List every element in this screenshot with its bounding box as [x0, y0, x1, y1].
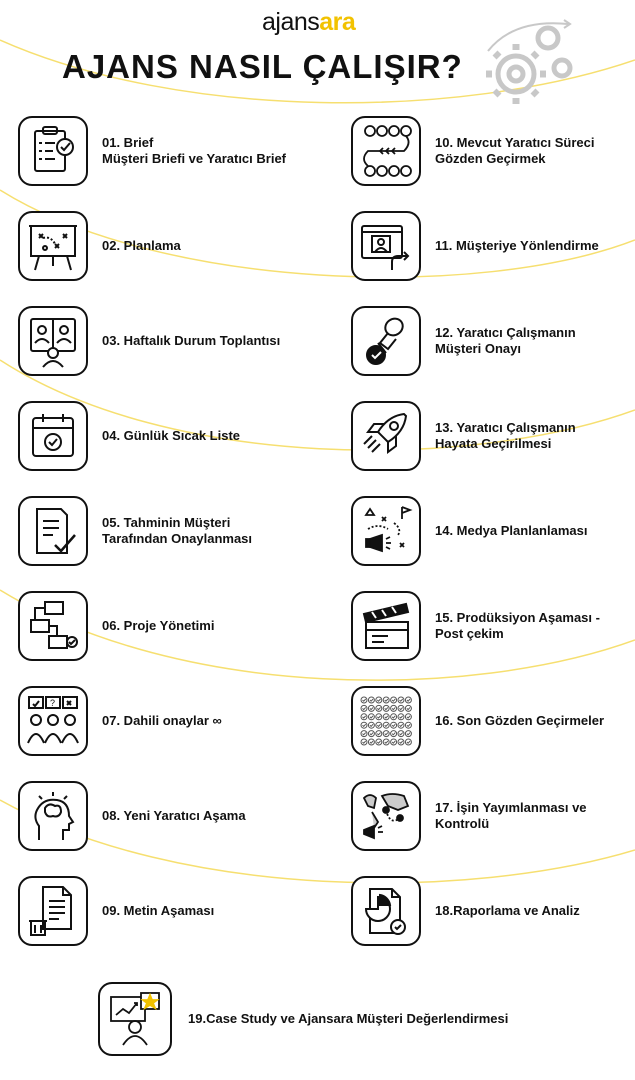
step-label: 16. Son Gözden Geçirmeler: [435, 713, 605, 728]
ajansara-logo: [262, 8, 355, 37]
step-label: 18.Raporlama ve Analiz: [435, 903, 580, 918]
clipboard-checklist-icon: [18, 116, 88, 186]
process-review-icon: [351, 116, 421, 186]
gears-icon: [478, 16, 588, 111]
step-label: 07. Dahili onaylar ∞: [102, 713, 222, 728]
team-feedback-icon: [18, 686, 88, 756]
step-13: [351, 401, 576, 471]
step-19: [98, 982, 508, 1056]
svg-text:?: ?: [50, 698, 56, 708]
creative-mind-icon: [18, 781, 88, 851]
review-grid-icon: [351, 686, 421, 756]
step-10: [351, 116, 594, 186]
step-14: [351, 496, 587, 566]
client-redirect-icon: [351, 211, 421, 281]
report-chart-icon: [351, 876, 421, 946]
step-17: [351, 781, 587, 851]
step-label: 08. Yeni Yaratıcı Aşama: [102, 808, 246, 823]
strategy-board-icon: [18, 211, 88, 281]
text-document-icon: [18, 876, 88, 946]
step-07: [18, 686, 222, 756]
step-06: [18, 591, 214, 661]
step-05: [18, 496, 252, 566]
step-label: 01. Brief Müşteri Briefi ve Yaratıcı Brief: [102, 135, 287, 166]
step-03: [18, 306, 280, 376]
step-label: 03. Haftalık Durum Toplantısı: [102, 333, 281, 348]
step-label: 05. Tahminin Müşteri Tarafından Onaylanması: [102, 515, 253, 546]
step-label: 11. Müşteriye Yönlendirme: [435, 238, 599, 253]
step-label: 15. Prodüksiyon Aşaması - Post çekim: [435, 610, 600, 641]
step-01: [18, 116, 286, 186]
step-label: 14. Medya Planlanlaması: [435, 523, 588, 538]
step-15: [351, 591, 600, 661]
logo-part-ajans: ajans: [262, 8, 320, 36]
step-label: 13. Yaratıcı Çalışmanın Hayata Geçirilmesi: [435, 420, 576, 451]
step-label: 04. Günlük Sıcak Liste: [102, 428, 240, 443]
step-label: 10. Mevcut Yaratıcı Süreci Gözden Geçirmek: [435, 135, 595, 166]
step-11: [351, 211, 599, 281]
approval-stamp-icon: [351, 306, 421, 376]
step-18: [351, 876, 580, 946]
step-label: 17. İşin Yayımlanması ve Kontrolü: [435, 800, 587, 831]
clapperboard-icon: [351, 591, 421, 661]
step-08: [18, 781, 246, 851]
step-label: 09. Metin Aşaması: [102, 903, 215, 918]
video-meeting-icon: [18, 306, 88, 376]
case-study-rating-icon: [98, 982, 172, 1056]
step-09: [18, 876, 214, 946]
step-label: 06. Proje Yönetimi: [102, 618, 215, 633]
step-16: [351, 686, 604, 756]
step-label: 02. Planlama: [102, 238, 181, 253]
document-approval-icon: [18, 496, 88, 566]
page-title: AJANS NASIL ÇALIŞIR?: [62, 48, 463, 85]
calendar-check-icon: [18, 401, 88, 471]
step-label: 19.Case Study ve Ajansara Müşteri Değerlendirmesi: [188, 1011, 509, 1026]
rocket-launch-icon: [351, 401, 421, 471]
media-plan-icon: [351, 496, 421, 566]
world-map-broadcast-icon: [351, 781, 421, 851]
step-04: [18, 401, 240, 471]
logo-part-ara: ara: [319, 8, 356, 36]
project-flow-icon: [18, 591, 88, 661]
step-label: 12. Yaratıcı Çalışmanın Müşteri Onayı: [435, 325, 576, 356]
step-12: [351, 306, 576, 376]
step-02: [18, 211, 181, 281]
